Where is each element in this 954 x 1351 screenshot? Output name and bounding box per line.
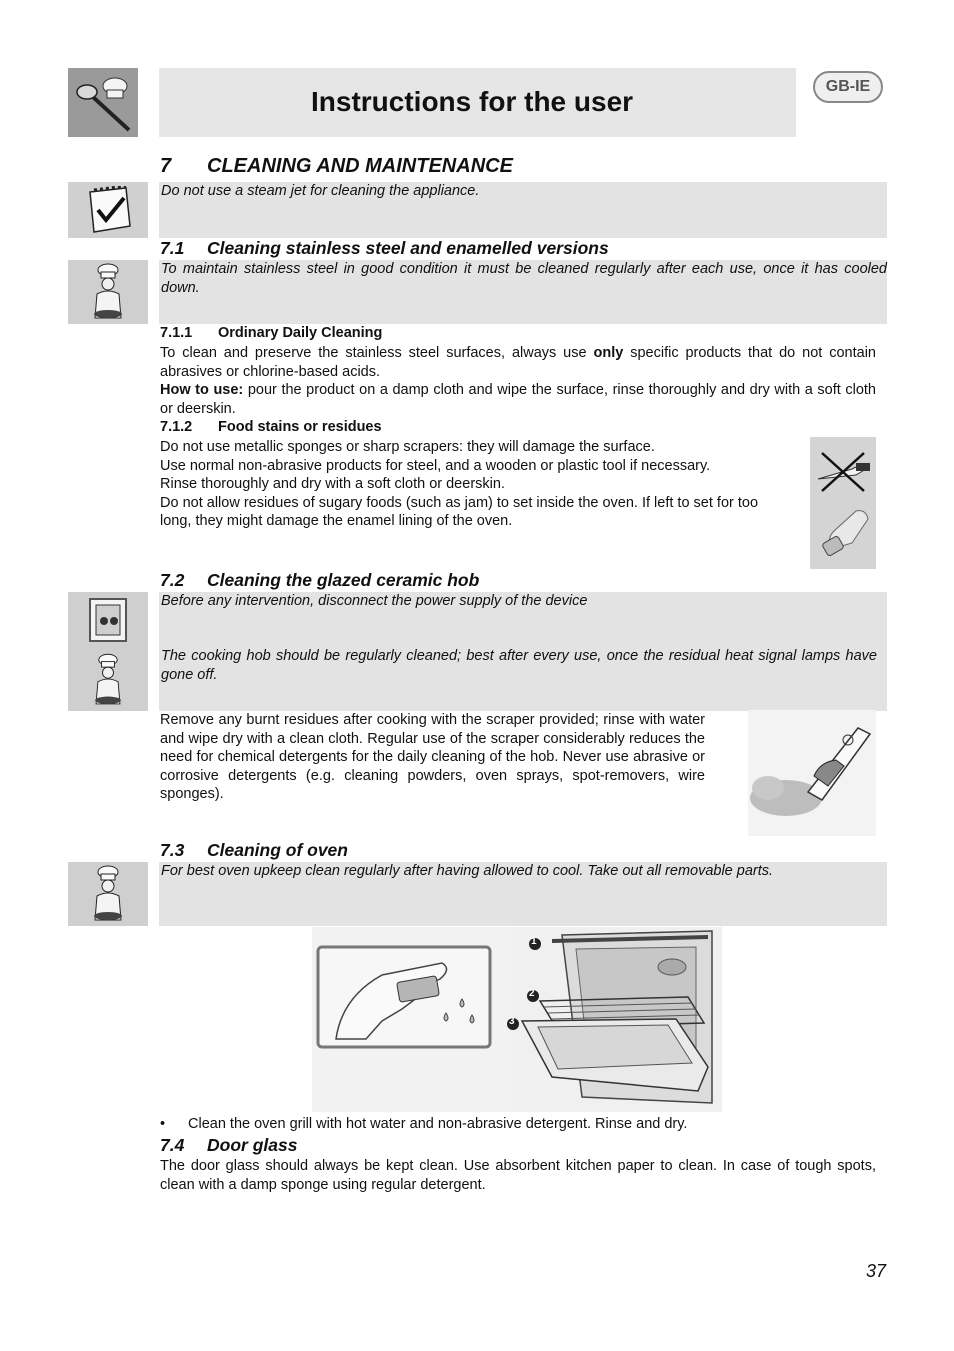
section-7-1-note: To maintain stainless steel in good condition it must be cleaned regularly after each use, once it has cooled down.	[161, 261, 887, 296]
section-7-1-2-text	[160, 438, 790, 531]
oven-grill-bullet-text: Clean the oven grill with hot water and non-abrasive detergent. Rinse and dry.	[188, 1116, 688, 1132]
checklist-notepad-icon	[80, 186, 136, 234]
oven-cleaning-drawing	[312, 927, 722, 1112]
chef-icon	[85, 652, 131, 708]
section-7-1-2-title: Food stains or residues	[218, 419, 382, 435]
bullet-dot: •	[160, 1116, 166, 1132]
section-7-2-note-1: Before any intervention, disconnect the power supply of the device	[161, 593, 588, 609]
stains-line: Use normal non-abrasive products for steel, and a wooden or plastic tool if necessary.	[160, 457, 711, 474]
header-logo	[68, 68, 138, 137]
chef-icon	[83, 262, 133, 322]
section-7-4-title: Door glass	[207, 1135, 298, 1155]
callout-3: 3	[509, 1016, 515, 1027]
how-to-use-paragraph: How to use: pour the product on a damp cloth and wipe the surface, rinse thoroughly and dry with a soft cloth or deerskin.	[160, 382, 876, 417]
stains-line: Rinse thoroughly and dry with a soft cloth or deerskin.	[160, 476, 505, 492]
oven-grill-bullet	[160, 1115, 876, 1134]
section-7-3-note: For best oven upkeep clean regularly after having allowed to cool. Take out all removable parts.	[161, 863, 774, 879]
section-7-3-note-icon	[68, 862, 148, 926]
section-7-heading	[160, 155, 513, 178]
callout-2: 2	[529, 988, 535, 999]
stains-line: Do not use metallic sponges or sharp scrapers: they will damage the surface.	[160, 439, 655, 455]
spoon-chef-hat-icon	[71, 72, 135, 134]
section-7-1-title: Cleaning stainless steel and enamelled versions	[207, 238, 609, 258]
section-7-3-title: Cleaning of oven	[207, 840, 348, 860]
daily-cleaning-paragraph: To clean and preserve the stainless steel surfaces, always use only specific products that do not contain abrasives or chlorine-based acids.	[160, 345, 876, 380]
section-7-1-1-text	[160, 344, 876, 418]
section-7-1-2-image	[810, 437, 876, 569]
section-7-2-body: Remove any burnt residues after cooking with the scraper provided; rinse with water and wipe dry with a clean cloth. Regular use of the scraper considerably reduces the need for chemical detergents for the daily cleaning of the hob. Never use abrasive or corrosive detergents (e.g. cleaning powders, oven sprays, spot-removers, wire sponges).	[160, 712, 705, 802]
section-7-3-number: 7.3	[160, 840, 185, 860]
stains-line: Do not allow residues of sugary foods (such as jam) to set inside the oven. If left to set for too long, they might damage the enamel lining of the oven.	[160, 494, 759, 529]
page-title: Instructions for the user	[311, 86, 634, 117]
callout-1: 1	[531, 936, 537, 947]
section-7-1-note-icon	[68, 260, 148, 324]
section-7-1-2-heading	[160, 419, 382, 435]
no-knife-sponge-icon	[812, 439, 874, 567]
section-7-3-heading	[160, 840, 348, 861]
section-7-2-title: Cleaning the glazed ceramic hob	[207, 570, 480, 590]
section-7-2-note-2: The cooking hob should be regularly cleaned; best after every use, once the residual heat signal lamps have gone off.	[161, 648, 877, 683]
section-7-2-image	[748, 710, 876, 836]
section-7-2-number: 7.2	[160, 570, 185, 590]
power-switch-icon	[86, 595, 130, 645]
section-7-2-note-icons	[68, 592, 148, 711]
section-7-1-1-heading	[160, 325, 382, 341]
section-7-1-2-number: 7.1.2	[160, 419, 193, 435]
section-7-4-body: The door glass should always be kept clean. Use absorbent kitchen paper to clean. In case of tough spots, clean with a damp sponge using regular detergent.	[160, 1158, 876, 1193]
oven-cleaning-illustration	[312, 927, 722, 1112]
hob-scraper-icon	[748, 710, 876, 836]
section-7-1-1-title: Ordinary Daily Cleaning	[218, 325, 383, 341]
page-number: 37	[866, 1261, 887, 1281]
section-7-1-1-number: 7.1.1	[160, 325, 193, 341]
section-7-title: CLEANING AND MAINTENANCE	[207, 155, 513, 177]
region-badge-label: GB-IE	[825, 78, 871, 95]
section-7-1-heading	[160, 238, 609, 259]
section-7-4-number: 7.4	[160, 1135, 185, 1155]
section-7-4-heading	[160, 1135, 297, 1156]
section-7-number: 7	[160, 155, 172, 177]
section-7-2-heading	[160, 570, 479, 591]
section-7-note-icon	[68, 182, 148, 238]
region-badge	[813, 71, 883, 103]
section-7-note: Do not use a steam jet for cleaning the appliance.	[161, 183, 480, 199]
chef-icon	[83, 864, 133, 924]
section-7-1-number: 7.1	[160, 238, 185, 258]
